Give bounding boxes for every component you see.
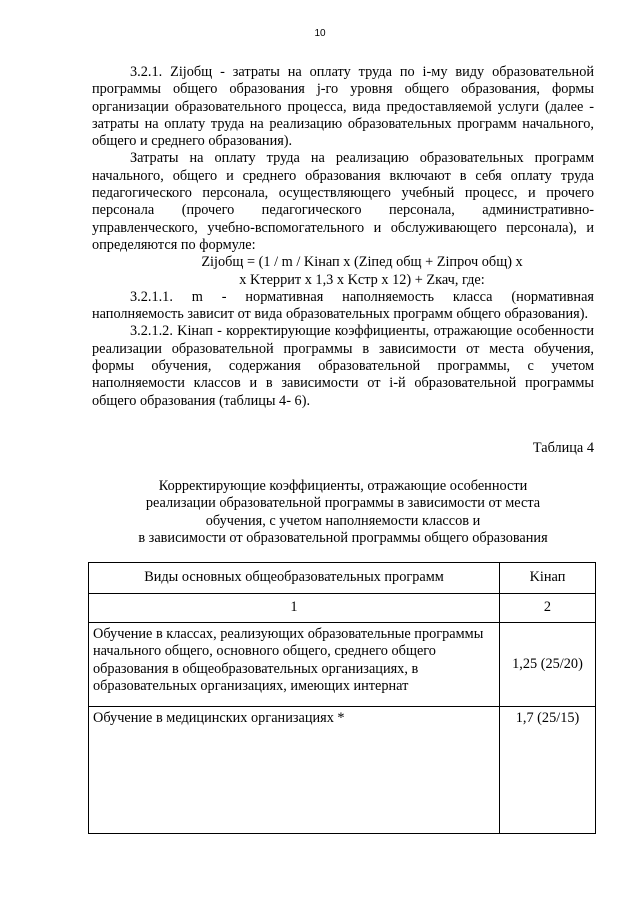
row-program: Обучение в классах, реализующих образовательные программы начального общего, основного общего, среднего общего образования в общеобразовательных организациях, в образовательных организациях, имеющих интернат xyxy=(89,623,500,707)
body-text-top xyxy=(92,64,594,410)
header-coefficient: Kiнап xyxy=(500,563,596,594)
header-program-types: Виды основных общеобразовательных программ xyxy=(89,563,500,594)
formula xyxy=(92,254,594,289)
column-number-2: 2 xyxy=(500,594,596,623)
table-label: Таблица 4 xyxy=(532,440,594,456)
row-coefficient: 1,7 (25/15) xyxy=(500,707,596,834)
caption-line-1: Корректирующие коэффициенты, отражающие особенности xyxy=(158,478,528,494)
formula-line-2: x Kтеррит x 1,3 x Kстр x 12) + Zкач, где: xyxy=(239,271,485,288)
table-caption xyxy=(92,478,594,547)
table-header-row xyxy=(89,563,596,594)
paragraph-labor-costs: Затраты на оплату труда на реализацию образовательных программ начального, общего и среднего образования включают в себя оплату труда педагогического персонала, осуществляющего учебный процесс, и прочего персонала (прочего педагогического персонала, административно-управленческого, учебно-вспомогательного и обслуживающего персонала), и определяются по формуле: xyxy=(92,150,594,253)
paragraph-3-2-1: 3.2.1. Zijобщ - затраты на оплату труда по i-му виду образовательной программы общего образования j-го уровня общего образования, формы организации образовательного процесса, вида предоставляемой услуги (далее - затраты на оплату труда на реализацию образовательных программ начального, общего и среднего образования). xyxy=(92,64,594,150)
caption-line-2: реализации образовательной программы в зависимости от места xyxy=(145,495,541,512)
page-number: 10 xyxy=(314,28,326,39)
column-number-1: 1 xyxy=(89,594,500,623)
paragraph-3-2-1-2: 3.2.1.2. Kiнап - корректирующие коэффициенты, отражающие особенности реализации образовательной программы в зависимости от места обучения, формы обучения, содержания образовательной программы, с учетом наполняемости классов и в зависимости от i-й образовательной программы общего образования (таблицы 4- 6). xyxy=(92,323,594,409)
table-row xyxy=(89,623,596,707)
formula-line-1: Zijобщ = (1 / m / Kiнап x (Ziпед общ + Ziпроч общ) x xyxy=(201,254,523,271)
row-program: Обучение в медицинских организациях * xyxy=(89,707,500,834)
coefficients-table xyxy=(88,562,596,834)
caption-line-3: обучения, с учетом наполняемости классов и xyxy=(205,512,481,529)
paragraph-3-2-1-1: 3.2.1.1. m - нормативная наполняемость класса (нормативная наполняемость зависит от вида образовательных программ общего образования). xyxy=(92,288,594,323)
caption-line-4: в зависимости от образовательной программы общего образования xyxy=(138,529,548,546)
table-row xyxy=(89,707,596,834)
row-coefficient: 1,25 (25/20) xyxy=(500,623,596,707)
table-column-number-row xyxy=(89,594,596,623)
